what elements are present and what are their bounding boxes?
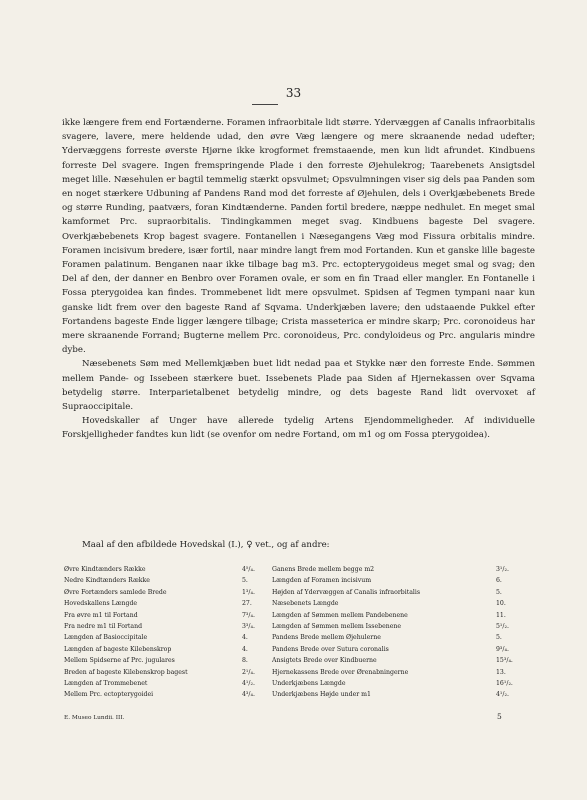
measure-label-left: Fra øvre m1 til Fortand — [64, 611, 138, 619]
table-row — [64, 564, 534, 575]
measure-label-right: Længden af Foramen incisivum — [272, 577, 372, 585]
measure-label-left: Hovedskallens Længde — [64, 600, 138, 608]
measure-value-left: 2¹/₄. — [242, 668, 255, 676]
measure-value-left: 4⁵/₄. — [242, 566, 255, 573]
measure-value-right: 5¹/₂. — [496, 622, 509, 630]
measure-label-right: Højden af Ydervæggen af Canalis infraorbitalis — [272, 588, 421, 596]
body-text — [62, 116, 535, 443]
page-number: 33 — [285, 86, 302, 100]
measure-label-right: Underkjæbens Højde under m1 — [272, 691, 371, 699]
measure-label-right: Ansigtets Brede over Kindbuerne — [272, 657, 377, 665]
measure-label-left: Øvre Kindtænders Række — [64, 566, 146, 573]
measurements-table — [64, 564, 534, 701]
measure-value-right: 6. — [496, 577, 502, 585]
measure-value-right: 5. — [496, 588, 502, 596]
measure-label-right: Længden af Sømmen mellem Issebenene — [272, 622, 402, 630]
measure-label-right: Pandens Brede over Sutura coronalis — [272, 645, 389, 653]
measure-value-right: 10. — [496, 600, 506, 608]
table-row — [64, 655, 534, 666]
measure-value-left: 7³/₄. — [242, 611, 255, 619]
measure-label-right: Næsebenets Længde — [272, 600, 339, 608]
table-row — [64, 621, 534, 632]
table-row — [64, 575, 534, 586]
measure-value-right: 11. — [496, 611, 506, 619]
header-rule — [252, 104, 278, 105]
table-row — [64, 587, 534, 598]
measure-value-left: 4¹/₂. — [242, 679, 255, 687]
table-row — [64, 678, 534, 689]
measure-label-left: Øvre Fortænders samlede Brede — [64, 588, 167, 596]
measure-value-right: 15³/₄. — [496, 657, 513, 665]
measure-value-right: 4¹/₂. — [496, 691, 509, 699]
measure-intro: Maal af den afbildede Hovedskal (I.), ♀ vet., og af andre: — [82, 540, 330, 550]
measure-label-right: Pandens Brede mellem Øjehulerne — [272, 634, 381, 642]
measure-value-left: 27. — [242, 600, 252, 608]
measure-value-left: 8. — [242, 657, 248, 665]
measure-label-right: Ganens Brede mellem begge m2 — [272, 566, 375, 573]
footer-number: 5 — [497, 712, 502, 721]
measure-label-left: Længden af bageste Kilebenskrop — [64, 645, 172, 653]
measure-value-left: 4. — [242, 634, 248, 642]
paragraph-1: ikke længere frem end Fortænderne. Foramen infraorbitale lidt større. Ydervæggen af Canalis infraorbitalis svagere, lavere, mere heldende udad, den øvre Væg længere og mere skraanende nedad udefter; Ydervæggens forreste øverste Hjørne ikke krogformet fremstaaende, men kun lidt afrundet. Kindbuens forreste Del svagere. Ingen fremspringende Plade i den forreste Øjehulekrog; Taarebenets Ansigtsdel meget lille. Næsehulen er bagtil temmelig stærkt opsvulmet; Opsvulmningen viser sig dels paa Panden som en noget stærkere Udbuning af Pandens Rand mod det forreste af Øjehulen, dels i Overkjæbebenets Brede og større Runding, paatværs, foran Kindtænderne. Panden fortil bredere, næppe nedhulet. En meget smal kamformet Prc. supraorbitalis. Tindingkammen meget svag. Kindbuens bageste Del svagere. Overkjæbebenets Krop bagest svagere. Fontanellen i Næsegangens Væg mod Fissura orbitalis mindre. Foramen incisivum bredere, især fortil, naar mindre langt frem mod Fortanden. Kun et ganske lille bageste Foramen palatinum. Benganen naar ikke tilbage bag m3. Prc. ectopterygoideus meget smal og svag; den Del af den, der danner en Benbro over Foramen ovale, er som en fin Traad eller mangler. En Fontanelle i Fossa pterygoidea kan findes. Trommebenet lidt mere opsvulmet. Spidsen af Tegmen tympani naar kun ganske lidt frem over den bageste Rand af Sqvama. Underkjæben lavere; den udstaaende Pukkel efter Fortandens bageste Ende ligger længere tilbage; Crista masseterica er mindre skarp; Prc. coronoideus har mere skraanende Forrand; Bugterne mellem Prc. coronoideus, Prc. condyloideus og Prc. angularis mindre dybe. — [62, 118, 535, 356]
measure-value-right: 16¹/₂. — [496, 679, 513, 687]
table-row — [64, 689, 534, 700]
table-row — [64, 644, 534, 655]
paragraph-2: Næsebenets Søm med Mellemkjæben buet lidt nedad paa et Stykke nær den forreste Ende. Sømmen mellem Pande- og Issebeen stærkere buet. Issebenets Plade paa Siden af Hjernekassen over Sqvama betydelig større. Interparietalbenet betydelig mindre, og dets bageste Rand lidt overvoxet af Supraoccipitale. — [62, 359, 535, 413]
table-row — [64, 610, 534, 621]
measure-value-right: 5. — [496, 634, 502, 642]
measure-value-right: 9³/₄. — [496, 645, 509, 653]
measure-value-right: 3¹/₂. — [496, 566, 509, 573]
measure-label-right: Underkjæbens Længde — [272, 679, 346, 687]
table-row — [64, 632, 534, 643]
measure-value-left: 3³/₄. — [242, 622, 255, 630]
measure-label-left: Længden af Trommebenet — [64, 679, 148, 687]
measure-label-left: Længden af Basioccipitale — [64, 634, 148, 642]
measure-label-left: Fra nedre m1 til Fortand — [64, 622, 143, 630]
measure-label-left: Mellem Prc. ectopterygoidei — [64, 691, 154, 699]
measure-label-left: Nedre Kindtænders Række — [64, 577, 150, 585]
measure-value-left: 4³/₄. — [242, 691, 255, 699]
measure-label-left: Mellem Spidserne af Prc. jugulares — [64, 657, 175, 665]
measure-value-right: 13. — [496, 668, 506, 676]
measure-label-right: Længden af Sømmen mellem Pandebenene — [272, 611, 408, 619]
measure-value-left: 1³/₄. — [242, 588, 255, 596]
measure-label-right: Hjernekassens Brede over Ørenabningerne — [272, 668, 409, 676]
measure-value-left: 4. — [242, 645, 248, 653]
table-row — [64, 598, 534, 609]
footer-signature: E. Museo Lundii. III. — [64, 715, 125, 721]
measure-label-left: Breden af bageste Kilebenskrop bagest — [64, 668, 188, 676]
paragraph-3: Hovedskaller af Unger have allerede tydelig Artens Ejendommeligheder. Af individuelle Forskjelligheder fandtes kun lidt (se ovenfor om nedre Fortand, om m1 og om Fossa pterygoidea). — [62, 416, 535, 441]
measure-value-left: 5. — [242, 577, 248, 585]
table-row — [64, 667, 534, 678]
